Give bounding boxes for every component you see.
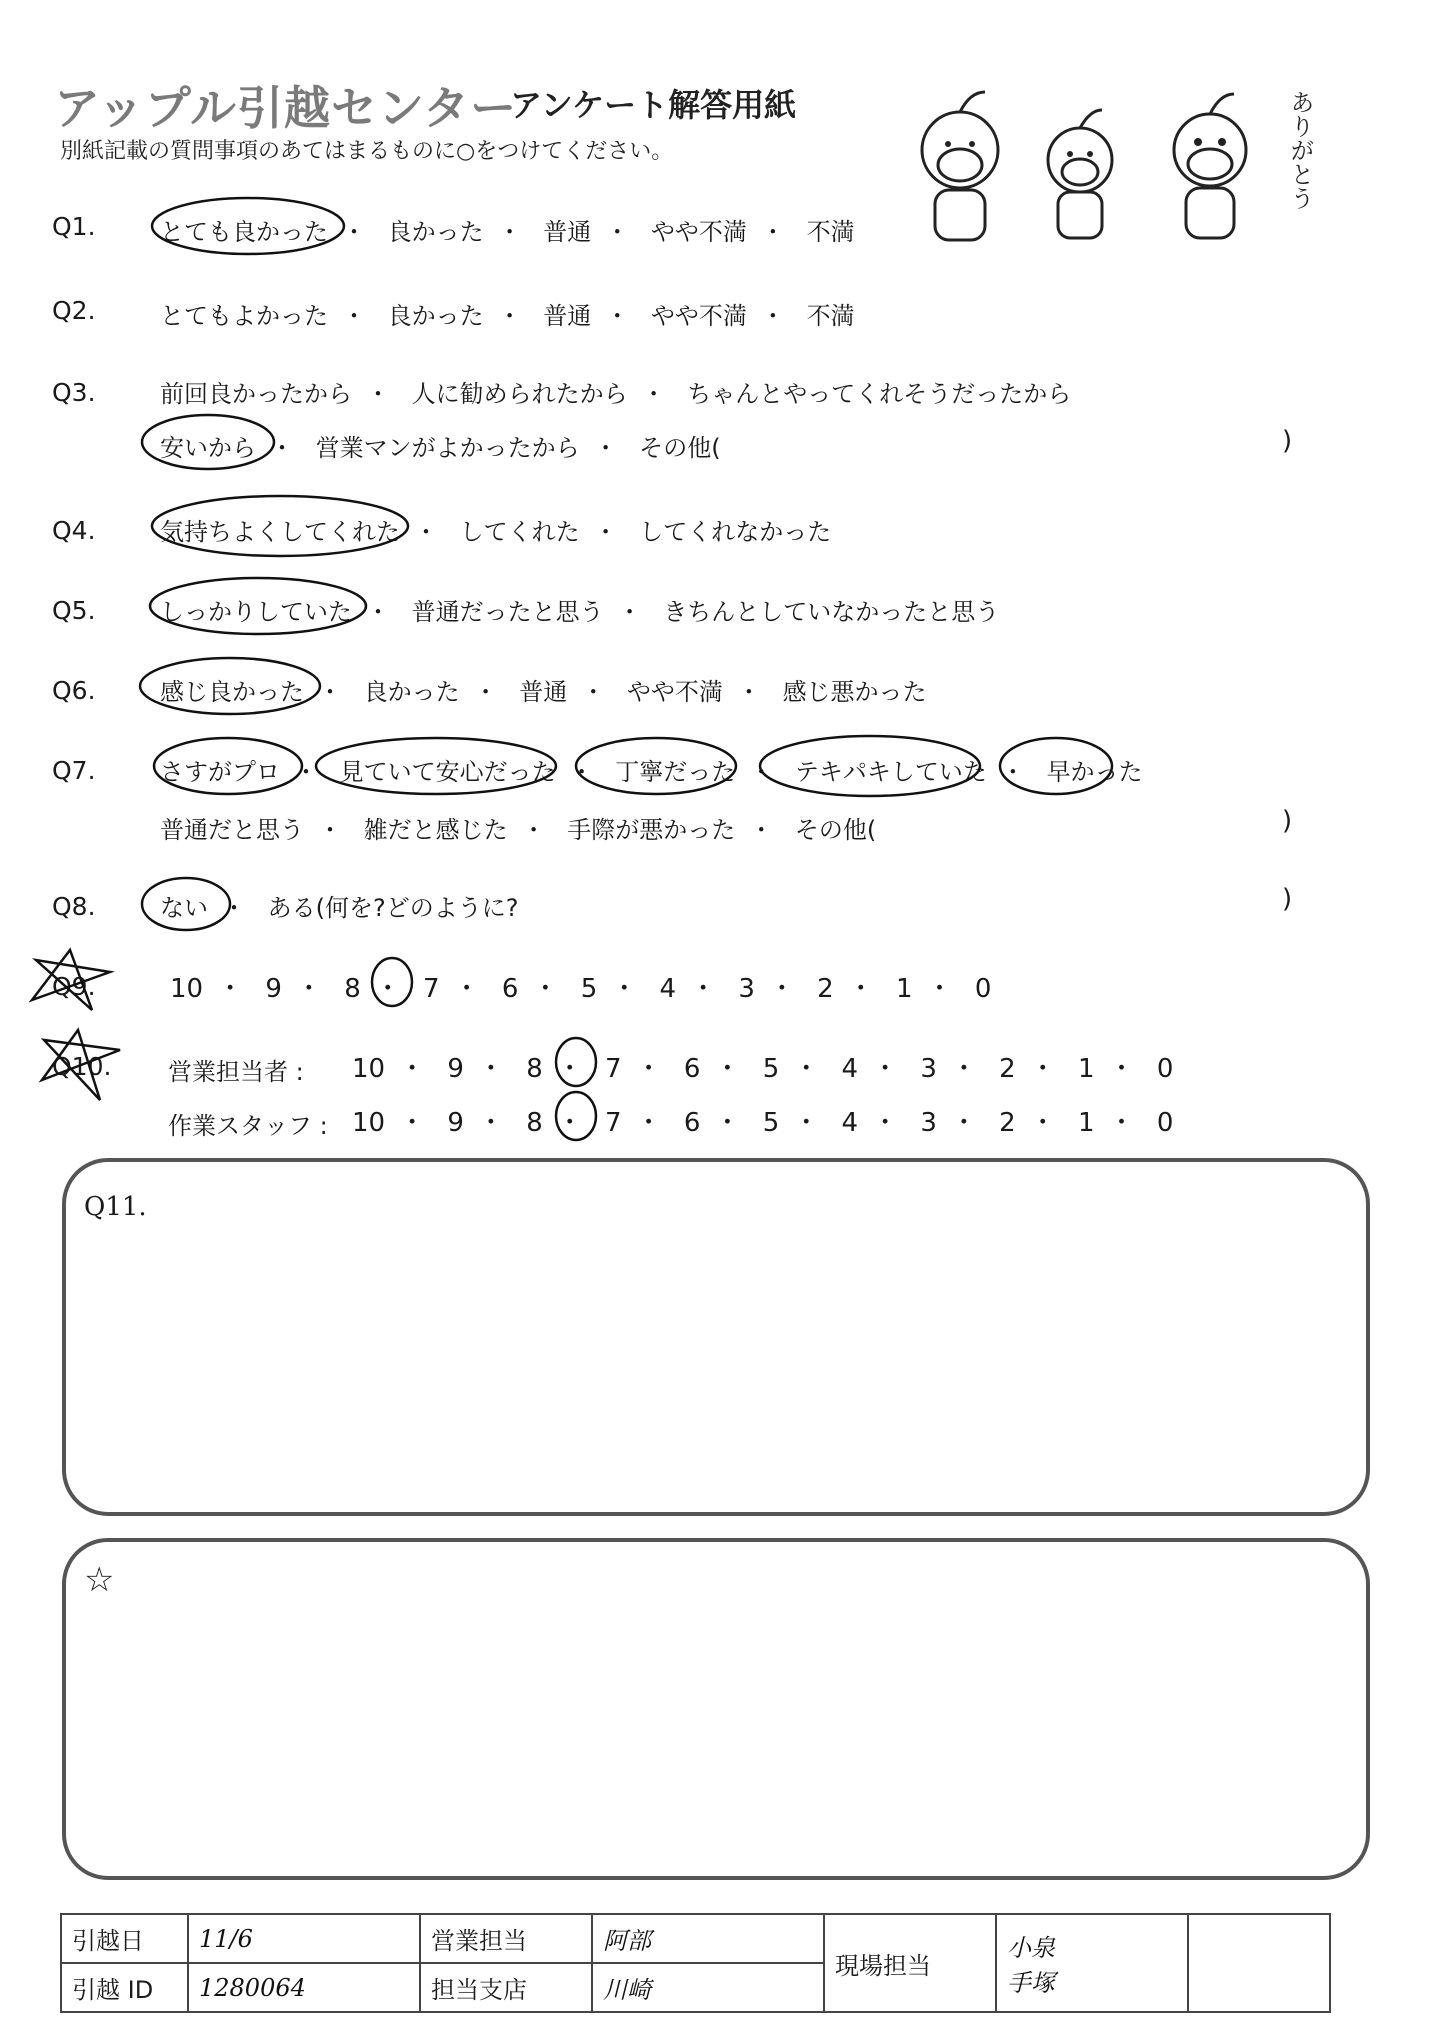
q10-sales-score-6[interactable]: 6 — [683, 1054, 701, 1084]
q9-score-9[interactable]: 9 — [265, 974, 282, 1004]
star-comment-box[interactable] — [62, 1538, 1370, 1880]
q10-sales-label: 営業担当者 : — [168, 1058, 304, 1086]
q10-staff-score-8[interactable]: 8 — [526, 1108, 543, 1138]
company-title: アップル引越センター — [54, 81, 518, 135]
q7-options-line2: 普通だと思う ・ 雑だと感じた ・ 手際が悪かった ・ その他( — [160, 816, 877, 844]
q4-options: 気持ちよくしてくれた ・ してくれた ・ してくれなかった — [160, 518, 832, 546]
q1-option-2[interactable]: 良かった — [387, 218, 484, 246]
q9-score-2[interactable]: 2 — [817, 974, 834, 1004]
q8-close-paren: ) — [1282, 884, 1293, 914]
q9-score-0[interactable]: 0 — [974, 974, 992, 1004]
q2-label: Q2. — [52, 296, 96, 325]
q7-option-6[interactable]: 普通だと思う — [160, 816, 304, 844]
q1-option-3[interactable]: 普通 — [543, 218, 592, 246]
q8-option-1[interactable]: ない — [160, 894, 208, 922]
q9-label: Q9. — [52, 972, 96, 1001]
q3-options-line2: 安いから ・ 営業マンがよかったから ・ その他( — [160, 434, 721, 462]
q4-label: Q4. — [52, 516, 96, 545]
q2-options: とてもよかった ・ 良かった ・ 普通 ・ やや不満 ・ 不満 — [160, 302, 855, 330]
q7-selected-circle-5 — [1000, 738, 1112, 794]
q7-option-1[interactable]: さすがプロ — [160, 758, 280, 786]
q1-label: Q1. — [52, 212, 96, 241]
q3-option-4[interactable]: 安いから — [160, 434, 256, 462]
q5-label: Q5. — [52, 596, 96, 625]
q10-sales-score-0[interactable]: 0 — [1156, 1054, 1174, 1084]
q10-staff-score-5[interactable]: 5 — [762, 1108, 780, 1138]
q2-option-5[interactable]: 不満 — [806, 302, 855, 330]
q6-selected-circle — [140, 658, 320, 714]
branch-value: 川崎 — [592, 1963, 824, 2012]
q8-option-2[interactable]: ある(何を?どのように? — [267, 894, 519, 922]
q9-score-7[interactable]: 7 — [423, 974, 440, 1004]
q6-label: Q6. — [52, 676, 96, 705]
q10-staff-label: 作業スタッフ : — [168, 1112, 328, 1140]
q5-option-1[interactable]: しっかりしていた — [160, 598, 352, 626]
site-name-1: 小泉 — [1007, 1934, 1055, 1962]
q6-options: 感じ良かった ・ 良かった ・ 普通 ・ やや不満 ・ 感じ悪かった — [160, 678, 927, 706]
q10-sales-score-8[interactable]: 8 — [526, 1054, 543, 1084]
q7-options-line1: さすがプロ ・ 見ていて安心だった ・ 丁寧だった ・ テキパキしていた ・ 早かった — [160, 758, 1143, 786]
form-subtitle: アンケート解答用紙 — [510, 86, 797, 124]
q7-option-5[interactable]: 早かった — [1046, 758, 1143, 786]
site-label: 現場担当 — [824, 1914, 996, 2012]
q2-option-3[interactable]: 普通 — [543, 302, 592, 330]
q10-staff-score-6[interactable]: 6 — [683, 1108, 701, 1138]
q3-option-1[interactable]: 前回良かったから — [160, 380, 352, 408]
move-date-label: 引越日 — [61, 1914, 188, 1963]
q7-selected-circle-2 — [316, 738, 556, 794]
q10-sales-score-9[interactable]: 9 — [447, 1054, 464, 1084]
q7-selected-circle-4 — [760, 736, 980, 796]
q5-option-3[interactable]: きちんとしていなかったと思う — [663, 598, 1000, 626]
q3-option-2[interactable]: 人に勧められたから — [411, 380, 628, 408]
q8-options: ない ・ ある(何を?どのように? — [160, 894, 519, 922]
q9-score-1[interactable]: 1 — [896, 974, 913, 1004]
q7-selected-circle-3 — [576, 738, 736, 794]
q11-label: Q11. — [84, 1192, 147, 1222]
q7-option-8[interactable]: 手際が悪かった — [567, 816, 736, 844]
q3-option-5[interactable]: 営業マンがよかったから — [315, 434, 580, 462]
q6-option-3[interactable]: 普通 — [519, 678, 568, 706]
q8-selected-circle — [142, 878, 230, 930]
q10-sales-score-10[interactable]: 10 — [352, 1054, 386, 1084]
q6-option-2[interactable]: 良かった — [363, 678, 460, 706]
q7-option-2[interactable]: 見ていて安心だった — [339, 758, 556, 786]
q5-selected-circle — [150, 578, 366, 634]
q1-option-4[interactable]: やや不満 — [650, 218, 747, 246]
q10-staff-score-0[interactable]: 0 — [1156, 1108, 1174, 1138]
q3-option-3[interactable]: ちゃんとやってくれそうだったから — [687, 380, 1072, 408]
q9-selected-circle — [372, 958, 412, 1006]
q9-score-3[interactable]: 3 — [738, 974, 755, 1004]
empty-cell — [1188, 1914, 1330, 2012]
q10-staff-score-2[interactable]: 2 — [999, 1108, 1016, 1138]
q7-option-3[interactable]: 丁寧だった — [615, 758, 736, 786]
q3-options-line1: 前回良かったから ・ 人に勧められたから ・ ちゃんとやってくれそうだったから — [160, 380, 1072, 408]
q2-option-1[interactable]: とてもよかった — [160, 302, 328, 330]
move-date-value: 11/6 — [188, 1914, 420, 1963]
q10-sales-score-3[interactable]: 3 — [920, 1054, 937, 1084]
q9-score-5[interactable]: 5 — [580, 974, 598, 1004]
q7-close-paren: ) — [1282, 806, 1293, 836]
q8-label: Q8. — [52, 892, 96, 921]
q3-label: Q3. — [52, 378, 96, 407]
q10-staff-score-10[interactable]: 10 — [352, 1108, 386, 1138]
q10-sales-score-1[interactable]: 1 — [1078, 1054, 1095, 1084]
q7-label: Q7. — [52, 756, 96, 785]
q10-staff-score-3[interactable]: 3 — [920, 1108, 937, 1138]
q10-sales-score-4[interactable]: 4 — [841, 1054, 859, 1084]
q7-option-4[interactable]: テキパキしていた — [794, 758, 987, 786]
instructions-text: 別紙記載の質問事項のあてはまるものに○をつけてください。 — [60, 139, 674, 164]
q9-scale: 10 ・ 9 ・ 8 ・ 7 ・ 6 ・ 5 ・ 4 ・ 3 ・ 2 ・ 1 ・ 0 — [170, 974, 992, 1004]
site-names — [996, 1914, 1188, 2012]
q10-sales-score-7[interactable]: 7 — [605, 1054, 622, 1084]
q7-option-9[interactable]: その他( — [794, 816, 877, 844]
q10-sales-scale: 10 ・ 9 ・ 8 ・ 7 ・ 6 ・ 5 ・ 4 ・ 3 ・ 2 ・ 1 ・ 0 — [352, 1054, 1174, 1084]
q5-option-2[interactable]: 普通だったと思う — [411, 598, 604, 626]
move-id-value: 1280064 — [188, 1963, 420, 2012]
sales-label: 営業担当 — [420, 1914, 592, 1963]
q7-option-7[interactable]: 雑だと感じた — [363, 816, 508, 844]
q9-score-6[interactable]: 6 — [501, 974, 519, 1004]
q9-score-10[interactable]: 10 — [170, 974, 204, 1004]
q10-star-doodle — [42, 1030, 120, 1100]
q10-sales-score-5[interactable]: 5 — [762, 1054, 780, 1084]
q2-option-2[interactable]: 良かった — [387, 302, 484, 330]
q10-staff-score-7[interactable]: 7 — [605, 1108, 622, 1138]
q10-staff-scale: 10 ・ 9 ・ 8 ・ 7 ・ 6 ・ 5 ・ 4 ・ 3 ・ 2 ・ 1 ・ 0 — [352, 1108, 1174, 1138]
q3-option-6[interactable]: その他( — [639, 434, 721, 462]
mascot-caption: ありがとう — [1286, 90, 1314, 210]
q9-score-8[interactable]: 8 — [344, 974, 361, 1004]
q10-staff-score-1[interactable]: 1 — [1078, 1108, 1095, 1138]
q3-close-paren: ) — [1282, 426, 1293, 456]
q11-comment-box[interactable] — [62, 1158, 1370, 1516]
sales-name: 阿部 — [592, 1914, 824, 1963]
q10-staff-score-4[interactable]: 4 — [841, 1108, 859, 1138]
q1-option-1[interactable]: とても良かった — [160, 218, 328, 246]
q4-selected-circle — [152, 496, 408, 556]
q10-label: Q10. — [52, 1052, 112, 1081]
q1-option-5[interactable]: 不満 — [806, 218, 855, 246]
q10-staff-score-9[interactable]: 9 — [447, 1108, 464, 1138]
q6-option-1[interactable]: 感じ良かった — [160, 678, 304, 706]
q10-sales-selected-circle — [556, 1038, 596, 1086]
site-name-2: 手塚 — [1007, 1969, 1055, 1997]
move-id-label: 引越 ID — [61, 1963, 188, 2012]
q9-score-4[interactable]: 4 — [659, 974, 677, 1004]
q9-star-doodle — [32, 950, 110, 1010]
q4-option-3[interactable]: してくれなかった — [639, 518, 832, 546]
q10-staff-selected-circle — [556, 1092, 596, 1140]
q1-selected-circle — [152, 198, 344, 254]
q6-option-5[interactable]: 感じ悪かった — [782, 678, 927, 706]
q10-sales-score-2[interactable]: 2 — [999, 1054, 1016, 1084]
q3-selected-circle — [142, 415, 274, 469]
footer-table — [60, 1913, 1331, 2013]
q4-option-2[interactable]: してくれた — [459, 518, 580, 546]
q5-options: しっかりしていた ・ 普通だったと思う ・ きちんとしていなかったと思う — [160, 598, 1000, 626]
q4-option-1[interactable]: 気持ちよくしてくれた — [160, 518, 400, 546]
q1-options: とても良かった ・ 良かった ・ 普通 ・ やや不満 ・ 不満 — [160, 218, 855, 246]
star-icon: ☆ — [84, 1560, 115, 1600]
branch-label: 担当支店 — [420, 1963, 592, 2012]
q2-option-4[interactable]: やや不満 — [650, 302, 747, 330]
q6-option-4[interactable]: やや不満 — [626, 678, 723, 706]
q7-selected-circle-1 — [154, 738, 302, 794]
